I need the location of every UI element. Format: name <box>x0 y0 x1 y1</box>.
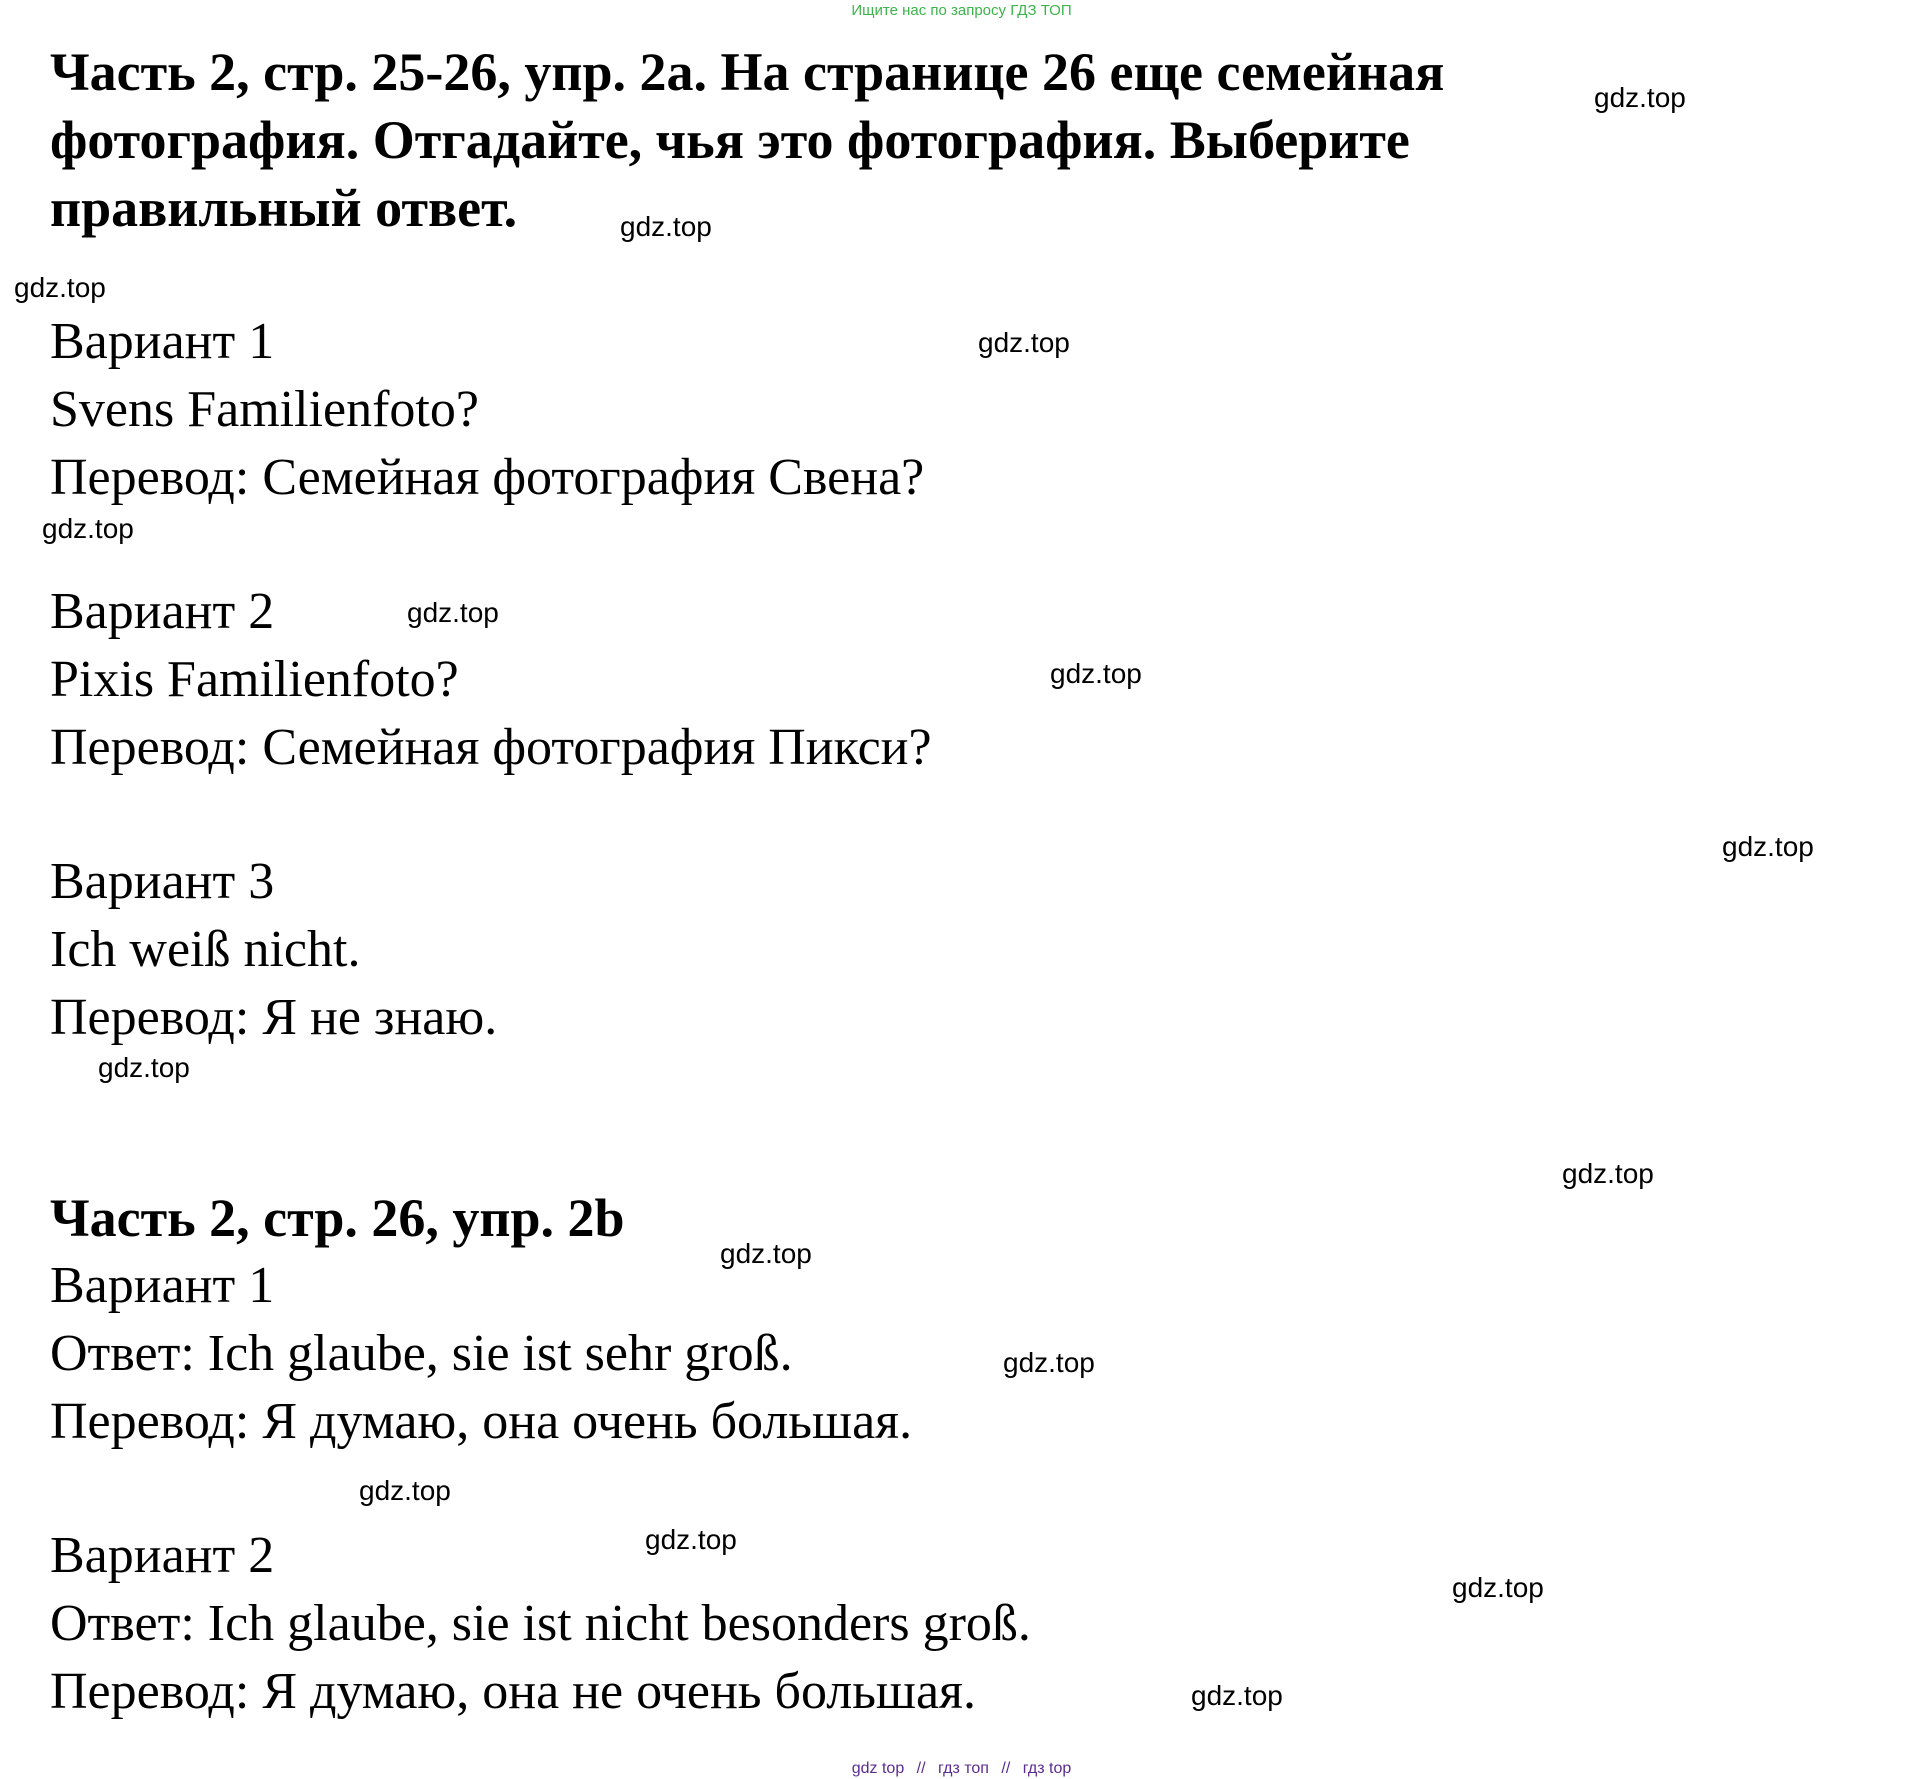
watermark: gdz.top <box>359 1475 451 1506</box>
watermark: gdz.top <box>620 211 712 242</box>
footer-separator: // <box>1001 1760 1011 1777</box>
section-a-variant-3-text: Ich weiß nicht. <box>50 921 361 978</box>
section-b-variant-2-label: Вариант 2 <box>50 1527 275 1584</box>
section-a-variant-3-translation: Перевод: Я не знаю. <box>50 989 498 1046</box>
watermark: gdz.top <box>1594 82 1686 113</box>
section-a-variant-3-label: Вариант 3 <box>50 853 275 910</box>
section-b-heading: Часть 2, стр. 26, упр. 2b <box>50 1188 625 1248</box>
footer-separator: // <box>916 1760 926 1777</box>
watermark: gdz.top <box>407 597 499 628</box>
watermark: gdz.top <box>1452 1572 1544 1603</box>
watermark: gdz.top <box>1003 1347 1095 1378</box>
watermark: gdz.top <box>14 272 106 303</box>
section-a-heading: Часть 2, стр. 25-26, упр. 2a. На странице 26 еще семейная фотография. Отгадайте, чья это фотография. Выберите правильный ответ. <box>50 42 1445 238</box>
section-a-variant-1-text: Svens Familienfoto? <box>50 381 479 438</box>
section-b-variant-1-answer: Ответ: Ich glaube, sie ist sehr groß. <box>50 1325 793 1382</box>
section-b-variant-1-label: Вариант 1 <box>50 1257 275 1314</box>
section-a-variant-2-text: Pixis Familienfoto? <box>50 651 459 708</box>
watermark: gdz.top <box>720 1238 812 1269</box>
watermark: gdz.top <box>645 1524 737 1555</box>
section-a-variant-2-translation: Перевод: Семейная фотография Пикси? <box>50 719 932 776</box>
watermark: gdz.top <box>42 513 134 544</box>
footer-link-gdz-top[interactable]: gdz top <box>851 1760 905 1777</box>
footer-link-gdz-top-ru[interactable]: гдз топ <box>938 1760 989 1777</box>
watermark: gdz.top <box>978 327 1070 358</box>
top-banner: Ищите нас по запросу ГДЗ ТОП <box>851 2 1072 19</box>
section-a-variant-1-translation: Перевод: Семейная фотография Свена? <box>50 449 925 506</box>
section-a-variant-2-label: Вариант 2 <box>50 583 275 640</box>
footer-links <box>0 1760 1923 1778</box>
section-b-variant-2-translation: Перевод: Я думаю, она не очень большая. <box>50 1663 976 1720</box>
footer-link-gdz-top-mixed[interactable]: гдз top <box>1022 1760 1072 1777</box>
watermark: gdz.top <box>1562 1158 1654 1189</box>
section-a-variant-1-label: Вариант 1 <box>50 313 275 370</box>
watermark: gdz.top <box>1050 658 1142 689</box>
watermark: gdz.top <box>1722 831 1814 862</box>
section-b-variant-1-translation: Перевод: Я думаю, она очень большая. <box>50 1393 913 1450</box>
section-b-variant-2-answer: Ответ: Ich glaube, sie ist nicht besonders groß. <box>50 1595 1031 1652</box>
watermark: gdz.top <box>98 1052 190 1083</box>
watermark: gdz.top <box>1191 1680 1283 1711</box>
